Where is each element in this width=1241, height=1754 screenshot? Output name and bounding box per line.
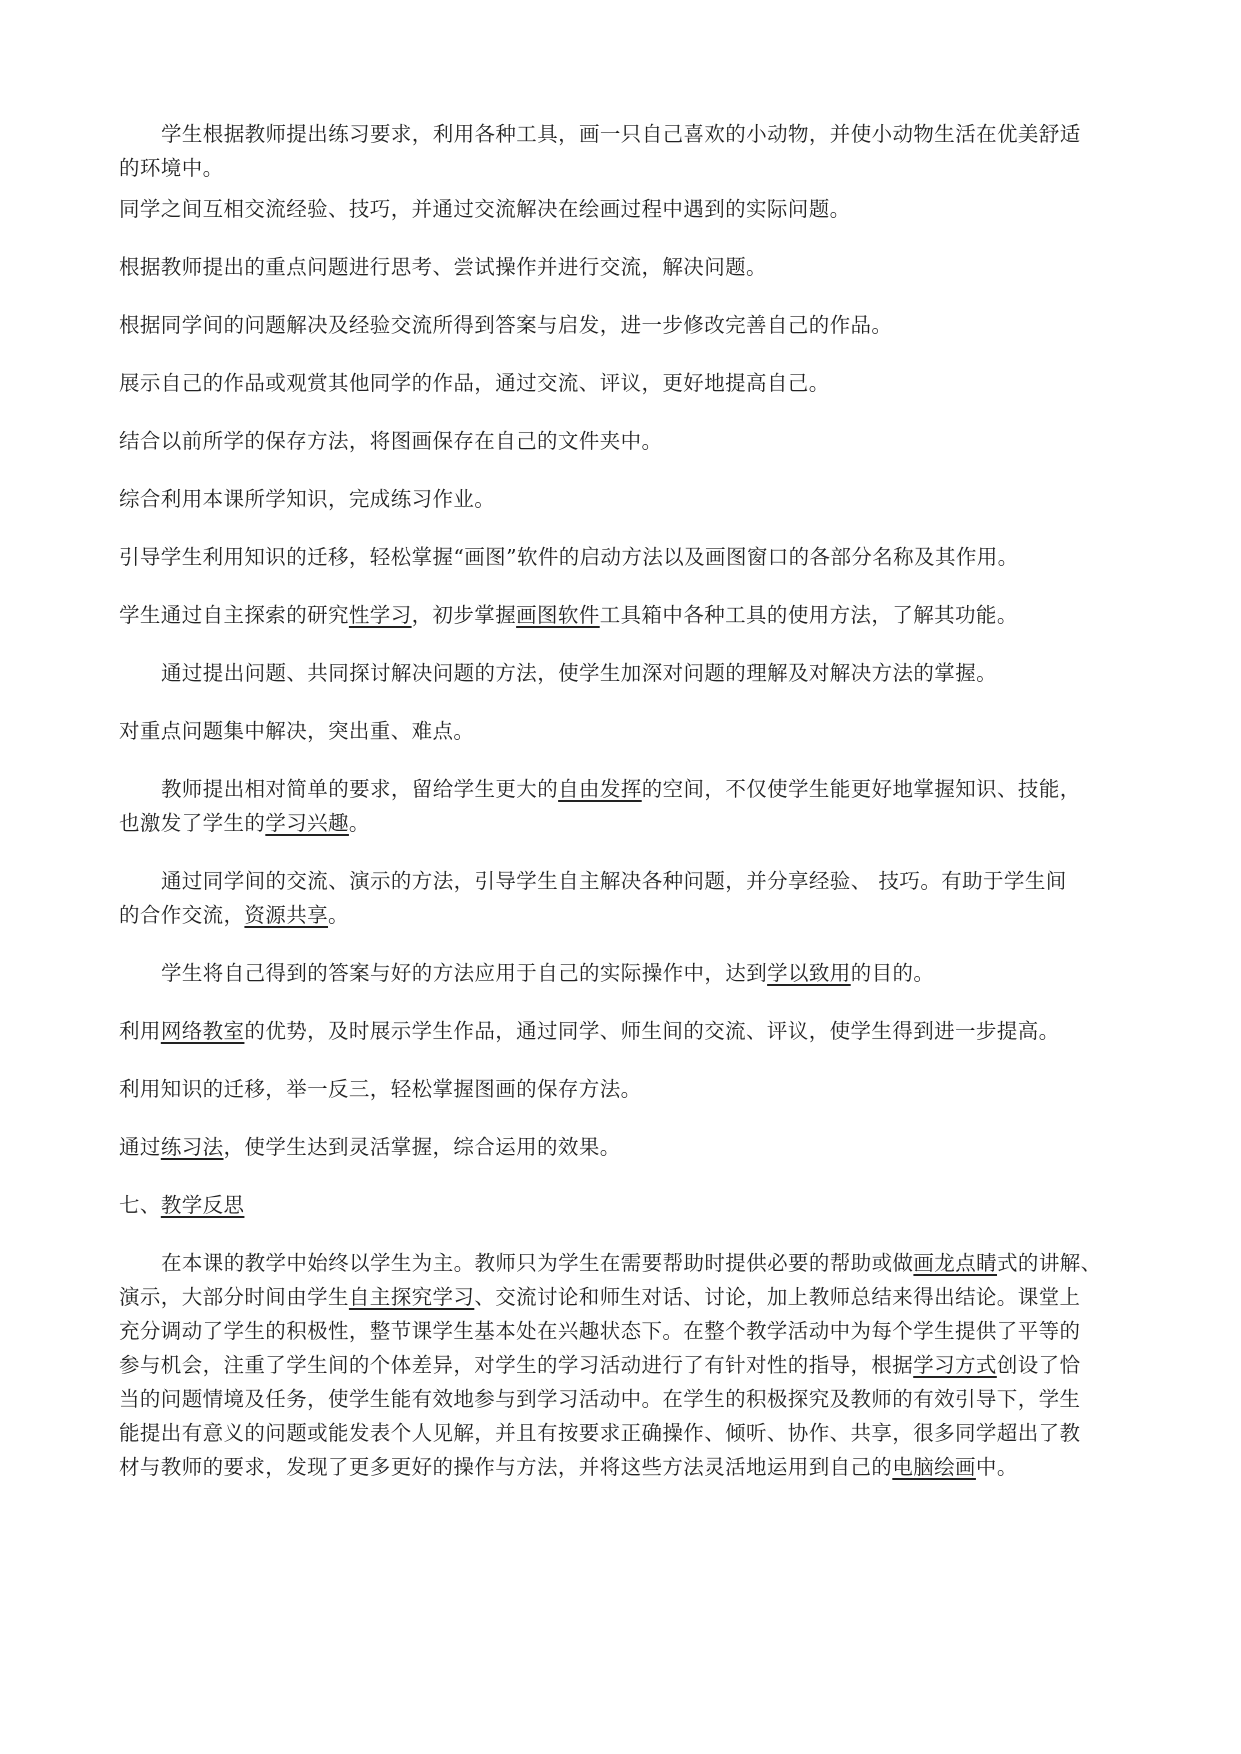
paragraph-exercise: 综合利用本课所学知识，完成练习作业。 — [119, 487, 496, 511]
link-learning-style[interactable]: 学习方式 — [913, 1353, 997, 1377]
link-learning-interest[interactable]: 学习兴趣 — [265, 811, 349, 835]
paragraph-self-exploration: 学生通过自主探索的研究性学习，初步掌握画图软件工具箱中各种工具的使用方法，了解其功能。 — [119, 603, 1018, 627]
paragraph-key-questions: 根据教师提出的重点问题进行思考、尝试操作并进行交流，解决问题。 — [119, 255, 767, 279]
link-research-learning[interactable]: 性学习 — [348, 603, 412, 627]
paragraph-network-classroom: 利用网络教室的优势，及时展示学生作品，通过同学、师生间的交流、评议，使学生得到进一步提高。 — [119, 1019, 1060, 1043]
paragraph-reflection-body: 在本课的教学中始终以学生为主。教师只为学生在需要帮助时提供必要的帮助或做画龙点睛式的讲解、 演示，大部分时间由学生自主探究学习、交流讨论和师生对话、讨论，加上教师总结来得出结论。课堂上 充分调动了学生的积极性，整节课学生基本处在兴趣状态下。在整个教学活动中为每个学生提供了平等的 参与机会，注重了学生间的个体差异，对学生的学习活动进行了有针对性的指导，根据学习方式创设了恰 当的问题情境及任务，使学生能有效地参与到学习活动中。在学生的积极探究及教师的有效引导下，学生 能提出有意义的问题或能发表个人见解，并且有按要求正确操作、倾听、协作、共享，很多同学超出了教 材与教师的要求，发现了更多更好的操作与方法，并将这些方法灵活地运用到自己的电脑绘画中。 — [119, 1251, 1102, 1479]
section-heading-reflection: 七、教学反思 — [119, 1193, 245, 1217]
link-computer-painting[interactable]: 电脑绘画 — [892, 1455, 976, 1479]
paragraph-paint-intro: 引导学生利用知识的迁移，轻松掌握“画图”软件的启动方法以及画图窗口的各部分名称及其作用。 — [119, 545, 1019, 569]
link-teaching-reflection[interactable]: 教学反思 — [160, 1193, 245, 1217]
paragraph-peer-exchange: 同学之间互相交流经验、技巧，并通过交流解决在绘画过程中遇到的实际问题。 — [119, 197, 851, 221]
link-self-inquiry[interactable]: 自主探究学习 — [348, 1285, 475, 1309]
paragraph-discussion: 通过提出问题、共同探讨解决问题的方法，使学生加深对问题的理解及对解决方法的掌握。 — [161, 661, 997, 685]
paragraph-knowledge-transfer: 利用知识的迁移，举一反三，轻松掌握图画的保存方法。 — [119, 1077, 642, 1101]
paragraph-show-work: 展示自己的作品或观赏其他同学的作品，通过交流、评议，更好地提高自己。 — [119, 371, 830, 395]
paragraph-apply-learning: 学生将自己得到的答案与好的方法应用于自己的实际操作中，达到学以致用的目的。 — [161, 961, 935, 985]
paragraph-student-practice: 学生根据教师提出练习要求，利用各种工具，画一只自己喜欢的小动物，并使小动物生活在优美舒适 的环境中。 — [119, 122, 1081, 180]
link-finishing-touch[interactable]: 画龙点睛 — [913, 1251, 998, 1275]
link-paint-software[interactable]: 画图软件 — [516, 603, 600, 627]
paragraph-demonstration: 通过同学间的交流、演示的方法，引导学生自主解决各种问题，并分享经验、 技巧。有助于学生间 的合作交流，资源共享。 — [119, 869, 1067, 927]
link-free-play[interactable]: 自由发挥 — [558, 777, 642, 801]
link-learn-to-apply[interactable]: 学以致用 — [767, 961, 851, 985]
paragraph-simple-requirements: 教师提出相对简单的要求，留给学生更大的自由发挥的空间，不仅使学生能更好地掌握知识、技能， 也激发了学生的学习兴趣。 — [119, 777, 1081, 835]
paragraph-revise-work: 根据同学间的问题解决及经验交流所得到答案与启发，进一步修改完善自己的作品。 — [119, 313, 893, 337]
link-network-classroom[interactable]: 网络教室 — [160, 1019, 245, 1043]
paragraph-save-method: 结合以前所学的保存方法，将图画保存在自己的文件夹中。 — [119, 429, 663, 453]
paragraph-practice-method: 通过练习法，使学生达到灵活掌握，综合运用的效果。 — [119, 1135, 621, 1159]
link-practice-method[interactable]: 练习法 — [160, 1135, 224, 1159]
paragraph-key-difficulties: 对重点问题集中解决，突出重、难点。 — [119, 719, 475, 743]
link-resource-sharing[interactable]: 资源共享 — [244, 903, 329, 927]
